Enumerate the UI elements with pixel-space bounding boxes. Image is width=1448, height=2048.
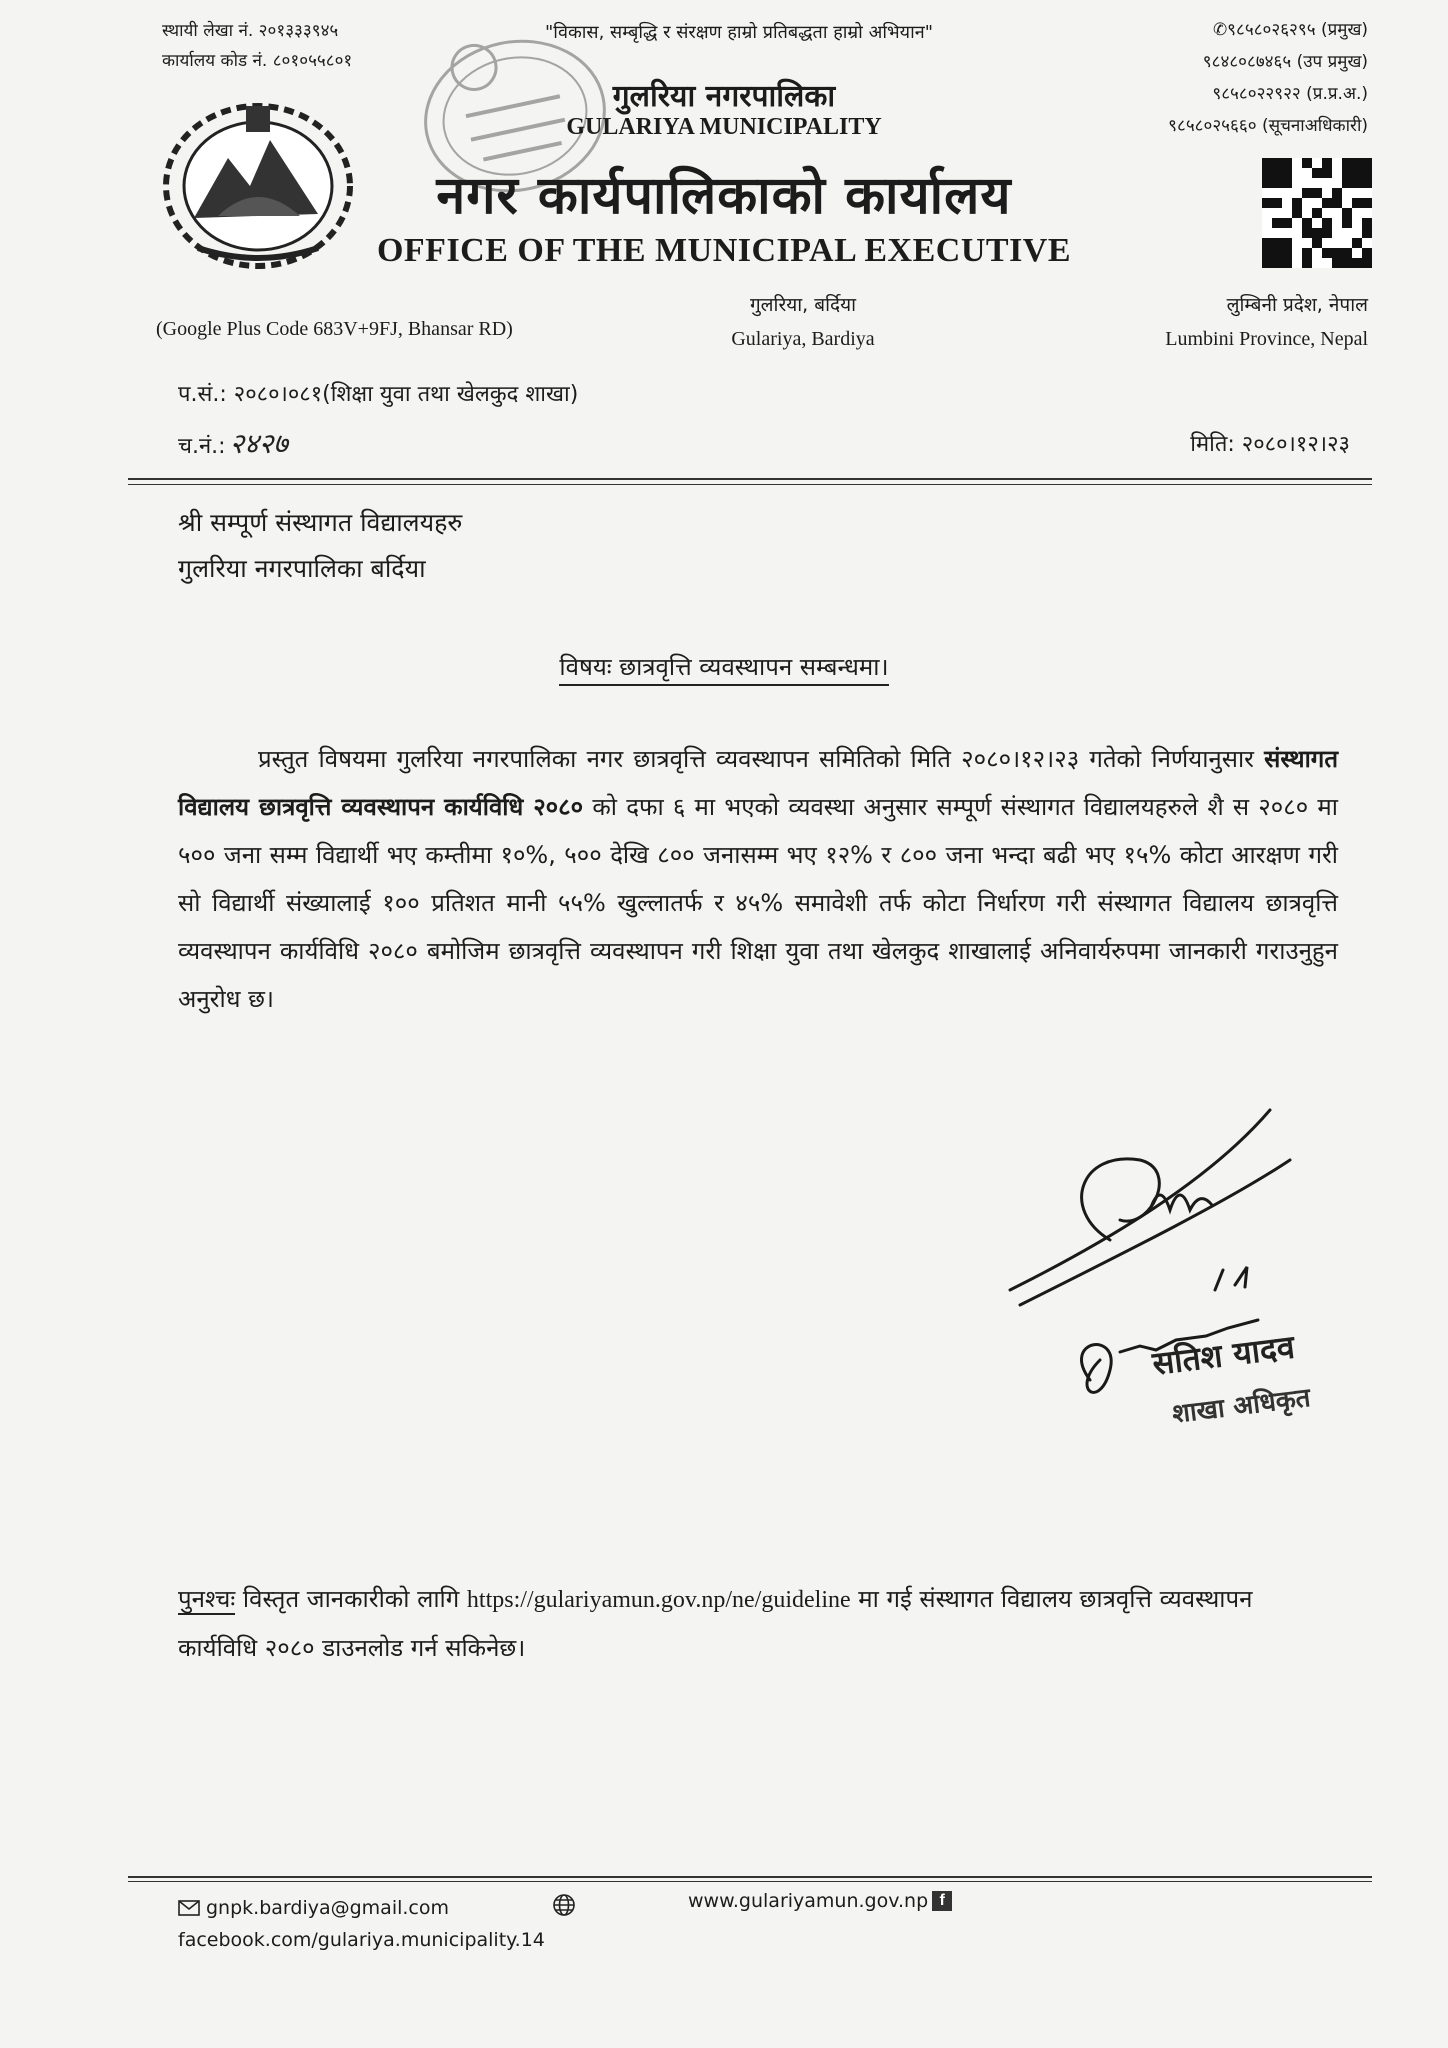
municipality-name-nepali: गुलरिया नगरपालिका [612, 79, 836, 114]
postscript-label: पुनश्चः [178, 1585, 236, 1613]
recipient [178, 500, 462, 592]
contact-deputy: ९८४८०८७४६५ (उप प्रमुख) [1202, 52, 1368, 72]
email-icon [178, 1900, 200, 1916]
header-account-info [162, 16, 352, 76]
office-title-nepali: नगर कार्यपालिकाको कार्यालय [436, 166, 1012, 226]
address-province [1165, 288, 1368, 356]
header-divider-thin [128, 484, 1372, 485]
dispatch-label: च.नं.: [178, 434, 226, 459]
footer-website[interactable]: www.gulariyamun.gov.np [688, 1890, 929, 1912]
address-province-english: Lumbini Province, Nepal [1165, 328, 1368, 350]
address-district-nepali: गुलरिया, बर्दिया [749, 294, 857, 316]
recipient-line-1: श्री सम्पूर्ण संस्थागत विद्यालयहरु [178, 508, 463, 537]
dispatch-number [178, 424, 288, 462]
plus-code: (Google Plus Code 683V+9FJ, Bhansar RD) [156, 318, 513, 340]
dispatch-number-handwritten: २४२७ [229, 427, 288, 460]
header-divider [128, 478, 1372, 480]
address-district [718, 288, 888, 356]
footer-email[interactable]: gnpk.bardiya@gmail.com [206, 1897, 450, 1919]
permanent-account-number: स्थायी लेखा नं. २०१३३३९४५ [162, 21, 339, 41]
body-bold-guideline: संस्थागत विद्यालय छात्रवृत्ति व्यवस्थापन कार्यविधि २०८० [178, 745, 1338, 821]
office-code: कार्यालय कोड नं. ८०१०५५८०१ [162, 51, 353, 71]
address-district-english: Gulariya, Bardiya [731, 328, 875, 350]
body-part-1: प्रस्तुत विषयमा गुलरिया नगरपालिका नगर छात्रवृत्ति व्यवस्थापन समितिको मिति २०८०।१२।२३ गतेको निर्णयानुसार [258, 745, 1265, 773]
contact-cao: ९८५८०२२९२२ (प्र.प्र.अ.) [1212, 84, 1368, 104]
footer-email-row [178, 1893, 449, 1923]
reference-number: प.सं.: २०८०।०८१(शिक्षा युवा तथा खेलकुद शाखा) [178, 382, 579, 407]
slogan: "विकास, सम्बृद्धि र संरक्षण हाम्रो प्रतिबद्धता हाम्रो अभियान" [545, 22, 934, 43]
footer-contact [178, 1893, 545, 1955]
contact-mayor: ✆९८५८०२६२९५ (प्रमुख) [1212, 20, 1368, 40]
guideline-link[interactable]: https://gulariyamun.gov.np/ne/guideline [466, 1587, 851, 1613]
office-title-english: OFFICE OF THE MUNICIPAL EXECUTIVE [376, 232, 1072, 269]
body-part-2: को दफा ६ मा भएको व्यवस्था अनुसार सम्पूर्ण संस्थागत विद्यालयहरुले शै स २०८० मा ५०० जना सम्म विद्यार्थी भए कम्तीमा १०%, ५०० देखि ८०० जनासम्म भए १२% र ८०० जना भन्दा बढी भए १५% कोटा आरक्षण गरी सो विद्यार्थी संख्यालाई १०० प्रतिशत मानी ५५% खुल्लातर्फ र ४५% समावेशी तर्फ कोटा निर्धारण गरी संस्थागत विद्यालय छात्रवृत्ति व्यवस्थापन कार्यविधि २०८० बमोजिम छात्रवृत्ति व्यवस्थापन गरी शिक्षा युवा तथा खेलकुद शाखालाई अनिवार्यरुपमा जानकारी गराउनुहुन अनुरोध छ। [178, 793, 1338, 1013]
municipality-name-english: GULARIYA MUNICIPALITY [566, 114, 882, 140]
footer-facebook[interactable]: facebook.com/gulariya.municipality.14 [178, 1929, 545, 1951]
signatory-title: शाखा अधिकृत [1170, 1383, 1313, 1430]
address-province-nepali: लुम्बिनी प्रदेश, नेपाल [1226, 294, 1368, 316]
contact-info-officer: ९८५८०२५६६० (सूचनाअधिकारी) [1168, 116, 1368, 136]
facebook-icon[interactable]: f [932, 1891, 952, 1911]
letter-body [178, 735, 1338, 1023]
subject-text: विषयः छात्रवृत्ति व्यवस्थापन सम्बन्धमा। [559, 653, 888, 686]
footer-divider [128, 1876, 1372, 1878]
letter-date: मिति: २०८०।१२।२३ [1190, 432, 1350, 457]
postscript-text-before: विस्तृत जानकारीको लागि [235, 1585, 467, 1613]
recipient-line-2: गुलरिया नगरपालिका बर्दिया [178, 554, 426, 583]
footer-divider-thin [128, 1881, 1372, 1882]
globe-icon [552, 1893, 576, 1917]
postscript [178, 1575, 1338, 1672]
signatory-name: सतिश यादव [1150, 1327, 1297, 1383]
footer-website-row [688, 1890, 952, 1912]
letter-subject [0, 650, 1448, 683]
postscript-text-after: मा गई संस्थागत विद्यालय छात्रवृत्ति व्यवस्थापन कार्यविधि २०८० डाउनलोड गर्न सकिनेछ। [178, 1585, 1253, 1662]
